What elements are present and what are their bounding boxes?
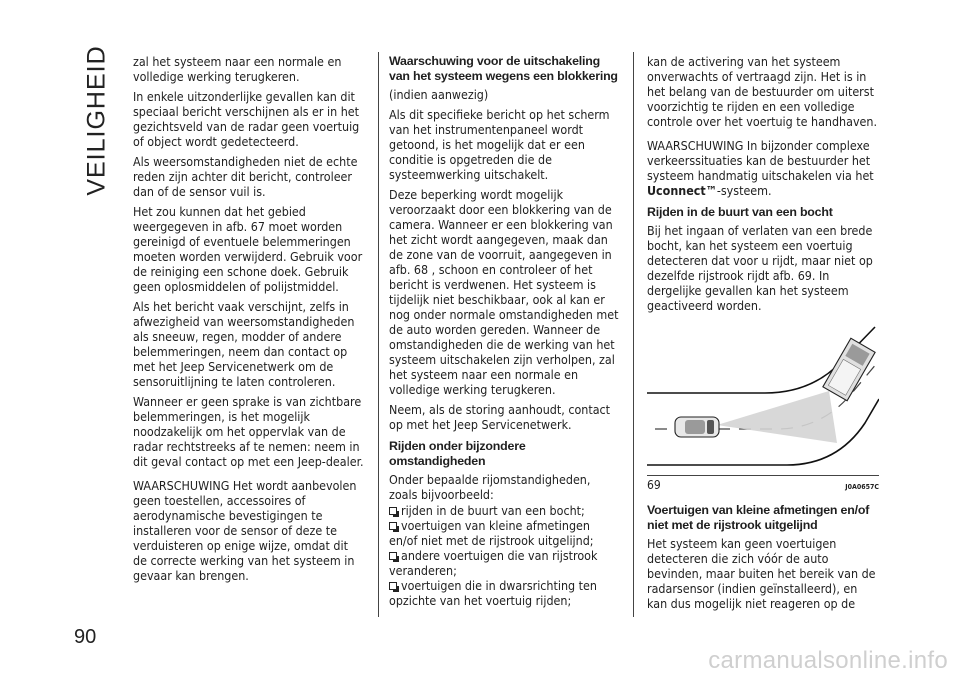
figure-number: 69 [647, 478, 661, 492]
figure-69 [647, 323, 879, 495]
paragraph: zal het systeem naar een normale en volledige werking terugkeren. [133, 54, 342, 84]
list-item-text: andere voertuigen die van rijstrook veranderen; [389, 548, 598, 578]
warning-text: WAARSCHUWING In bijzonder complexe verkeerssituaties kan de bestuurder het systeem handmatig uitschakelen via het [647, 138, 874, 183]
conditions-list [389, 503, 619, 608]
section-title [82, 44, 112, 196]
column-2 [389, 54, 619, 608]
watermark: carmanualsonline.info [708, 647, 948, 674]
paragraph: Neem, als de storing aanhoudt, contact op met het Jeep Servicenetwerk. [389, 402, 611, 432]
warning-paragraph [647, 138, 879, 198]
curve-illustration [647, 323, 879, 473]
list-item [389, 578, 619, 608]
bullet-icon [389, 507, 397, 515]
bullet-icon [389, 582, 397, 590]
heading-small-vehicles: Voertuigen van kleine afmetingen en/of niet met de rijstrook uitgelijnd [647, 503, 870, 532]
paragraph: Als het bericht vaak verschijnt, zelfs in afwezigheid van weersomstandigheden als sneeuw, regen, modder of andere belemmeringen, neem dan contact op met het Jeep Servicenetwerk om de sensoruitlijning te laten controleren. [133, 299, 355, 389]
list-item [389, 548, 619, 578]
paragraph: Onder bepaalde rijomstandigheden, zoals bijvoorbeeld: [389, 472, 591, 502]
list-item [389, 503, 619, 518]
section-title-text: VEILIGHEID [82, 44, 111, 196]
warning-paragraph: WAARSCHUWING Het wordt aanbevolen geen toestellen, accessoires of aerodynamische bevestigingen te installeren voor de sensor of deze te verduisteren op enige wijze, omdat dit de correcte werking van het systeem in gevaar kan brengen. [133, 478, 357, 583]
column-1 [133, 54, 365, 588]
column-divider-2 [633, 52, 634, 617]
paragraph: kan de activering van het systeem onverwachts of vertraagd zijn. Het is in het belang van de bestuurder om uiterst voorzichtig te rijden en een volledige controle over het voertuig te handhaven. [647, 54, 878, 129]
paragraph: Bij het ingaan of verlaten van een brede bocht, kan het systeem een voertuig detecteren dat voor u rijdt, maar niet op dezelfde rijstrook rijdt afb. 69. In dergelijke gevallen kan het systeem geactiveerd worden. [647, 223, 873, 313]
heading-special-conditions: Rijden onder bijzondere omstandigheden [389, 439, 526, 468]
bullet-icon [389, 552, 397, 560]
list-item-text: rijden in de buurt van een bocht; [401, 503, 585, 518]
figure-code: J0A0657C [845, 483, 879, 491]
bullet-icon [389, 522, 397, 530]
paragraph: In enkele uitzonderlijke gevallen kan dit speciaal bericht verschijnen als er in het gezichtsveld van de radar geen voertuig of object wordt gedetecteerd. [133, 89, 360, 149]
heading-curve: Rijden in de buurt van een bocht [647, 205, 833, 219]
paragraph: Als dit specifieke bericht op het scherm van het instrumentenpaneel wordt getoond, is het mogelijk dat er een conditie is opgetreden die de systeemwerking uitschakelt. [389, 107, 610, 182]
column-3 [647, 54, 879, 616]
paragraph: Het zou kunnen dat het gebied weergegeven in afb. 67 moet worden gereinigd of eventuele belemmeringen moeten worden verwijderd. Gebruik voor de reiniging een schone doek. Gebruik geen oplosmiddelen of polijstmiddel. [133, 204, 363, 294]
paragraph: Deze beperking wordt mogelijk veroorzaakt door een blokkering van de camera. Wanneer er een blokkering van het zicht wordt aangegeven, maak dan de zone van de voorruit, aangegeven in afb. 68 , schoon en controleer of het bericht is verdwenen. Het systeem is tijdelijk niet beschikbaar, ook al kan er nog onder normale omstandigheden met de auto worden gereden. Wanneer de omstandigheden die de werking van het systeem uitschakelen zijn verholpen, zal het systeem naar een normale en volledige werking terugkeren. [389, 187, 619, 397]
paragraph: Het systeem kan geen voertuigen detecteren die zich vóór de auto bevinden, maar buiten het bereik van de radarsensor (indien geïnstalleerd), en kan dus mogelijk niet reageren op de [647, 536, 876, 611]
warning-tail: -systeem. [716, 183, 772, 198]
list-item [389, 518, 619, 548]
radar-beam [717, 391, 837, 443]
ego-car [675, 417, 719, 437]
other-vehicle [823, 338, 875, 400]
paragraph: Wanneer er geen sprake is van zichtbare belemmeringen, is het mogelijk noodzakelijk om het oppervlak van de radar rechtstreeks af te nemen: neem in dit geval contact op met een Jeep-dealer. [133, 394, 364, 469]
page-number: 90 [74, 626, 97, 648]
column-divider-1 [378, 52, 379, 617]
list-item-text: voertuigen van kleine afmetingen en/of niet met de rijstrook uitgelijnd; [389, 518, 594, 548]
heading-blockage-warning: Waarschuwing voor de uitschakeling van het systeem wegens een blokkering [389, 54, 618, 83]
paragraph: Als weersomstandigheden niet de echte reden zijn achter dit bericht, controleer dan of de sensor vuil is. [133, 154, 358, 199]
paragraph: (indien aanwezig) [389, 87, 489, 102]
figure-caption [647, 475, 879, 495]
list-item-text: voertuigen die in dwarsrichting ten opzichte van het voertuig rijden; [389, 578, 597, 608]
uconnect-label: Uconnect™ [647, 183, 717, 198]
